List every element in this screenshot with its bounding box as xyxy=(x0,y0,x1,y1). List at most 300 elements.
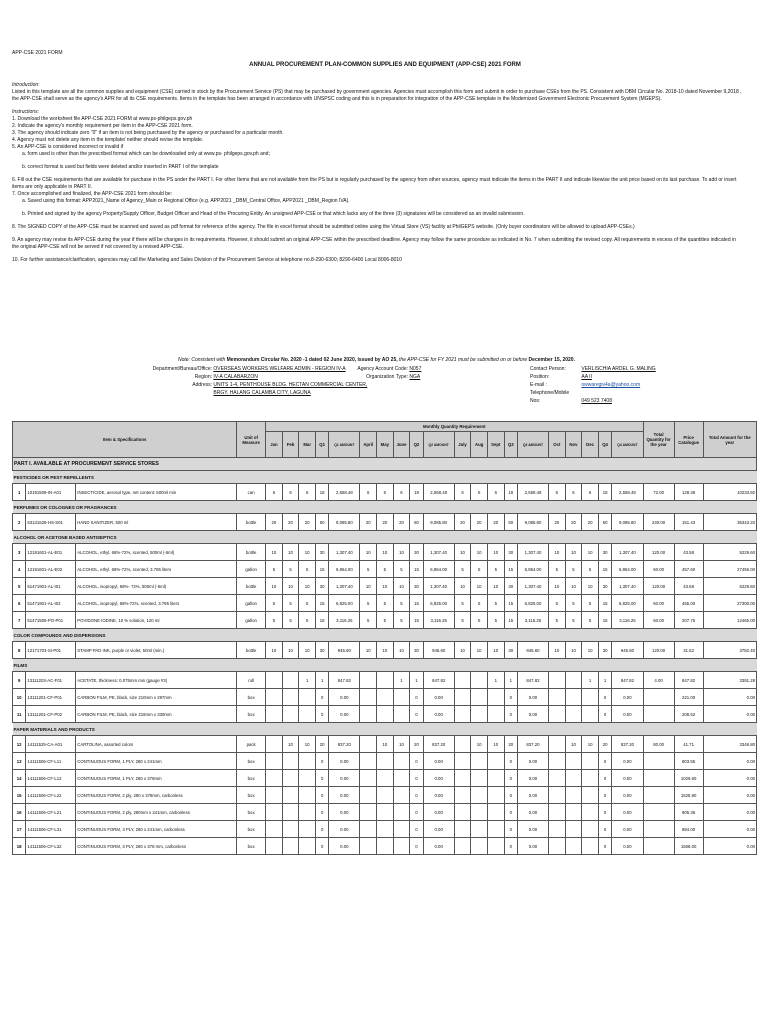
monthly-qty-cell[interactable] xyxy=(549,787,566,804)
monthly-qty-cell[interactable] xyxy=(471,804,488,821)
monthly-qty-cell[interactable]: 10 xyxy=(282,578,299,595)
monthly-qty-cell[interactable] xyxy=(282,804,299,821)
monthly-qty-cell[interactable]: 0 xyxy=(316,689,329,706)
monthly-qty-cell[interactable] xyxy=(282,787,299,804)
monthly-qty-cell[interactable] xyxy=(282,689,299,706)
monthly-qty-cell[interactable]: 5 xyxy=(471,612,488,629)
monthly-qty-cell[interactable] xyxy=(487,770,504,787)
monthly-qty-cell[interactable]: 1 xyxy=(393,672,410,689)
monthly-qty-cell[interactable] xyxy=(393,787,410,804)
monthly-qty-cell[interactable]: 0.00 xyxy=(329,706,360,723)
monthly-qty-cell[interactable] xyxy=(377,821,394,838)
monthly-qty-cell[interactable]: 1 xyxy=(299,672,316,689)
monthly-qty-cell[interactable]: 20 xyxy=(582,514,599,531)
monthly-qty-cell[interactable] xyxy=(282,838,299,855)
monthly-qty-cell[interactable]: 1,307.40 xyxy=(517,544,548,561)
monthly-qty-cell[interactable]: 0.00 xyxy=(423,821,454,838)
monthly-qty-cell[interactable]: 0.00 xyxy=(612,770,643,787)
monthly-qty-cell[interactable]: 30 xyxy=(598,544,611,561)
monthly-qty-cell[interactable]: 10 xyxy=(266,544,283,561)
monthly-qty-cell[interactable]: 60 xyxy=(598,514,611,531)
monthly-qty-cell[interactable] xyxy=(266,672,283,689)
monthly-qty-cell[interactable]: 15 xyxy=(410,595,423,612)
monthly-qty-cell[interactable] xyxy=(549,736,566,753)
monthly-qty-cell[interactable]: 6,864.00 xyxy=(423,561,454,578)
monthly-qty-cell[interactable] xyxy=(360,736,377,753)
monthly-qty-cell[interactable]: 6,825.00 xyxy=(517,595,548,612)
monthly-qty-cell[interactable]: 10 xyxy=(487,578,504,595)
monthly-qty-cell[interactable]: 1,307.40 xyxy=(612,544,643,561)
monthly-qty-cell[interactable]: 30 xyxy=(316,544,329,561)
monthly-qty-cell[interactable]: 6 xyxy=(393,484,410,501)
monthly-qty-cell[interactable]: 1 xyxy=(316,672,329,689)
monthly-qty-cell[interactable]: 0.00 xyxy=(612,838,643,855)
monthly-qty-cell[interactable]: 15 xyxy=(410,612,423,629)
monthly-qty-cell[interactable] xyxy=(266,821,283,838)
monthly-qty-cell[interactable]: 30 xyxy=(598,642,611,659)
monthly-qty-cell[interactable]: 5 xyxy=(454,595,471,612)
monthly-qty-cell[interactable] xyxy=(360,689,377,706)
monthly-qty-cell[interactable]: 60 xyxy=(316,514,329,531)
monthly-qty-cell[interactable]: 6 xyxy=(487,484,504,501)
monthly-qty-cell[interactable]: 0 xyxy=(316,770,329,787)
monthly-qty-cell[interactable]: 6 xyxy=(454,484,471,501)
monthly-qty-cell[interactable]: 10 xyxy=(582,736,599,753)
monthly-qty-cell[interactable]: 10 xyxy=(282,736,299,753)
monthly-qty-cell[interactable] xyxy=(582,821,599,838)
monthly-qty-cell[interactable]: 10 xyxy=(360,642,377,659)
monthly-qty-cell[interactable]: 0 xyxy=(410,804,423,821)
monthly-qty-cell[interactable]: 0 xyxy=(504,753,517,770)
monthly-qty-cell[interactable] xyxy=(565,689,582,706)
monthly-qty-cell[interactable]: 10 xyxy=(393,736,410,753)
monthly-qty-cell[interactable]: 10 xyxy=(377,544,394,561)
monthly-qty-cell[interactable]: 6 xyxy=(266,484,283,501)
monthly-qty-cell[interactable]: 3,116.25 xyxy=(612,612,643,629)
monthly-qty-cell[interactable]: 5 xyxy=(282,561,299,578)
monthly-qty-cell[interactable] xyxy=(582,706,599,723)
monthly-qty-cell[interactable]: 0.00 xyxy=(329,787,360,804)
monthly-qty-cell[interactable]: 1 xyxy=(504,672,517,689)
monthly-qty-cell[interactable] xyxy=(565,672,582,689)
monthly-qty-cell[interactable] xyxy=(393,838,410,855)
monthly-qty-cell[interactable]: 10 xyxy=(487,736,504,753)
monthly-qty-cell[interactable] xyxy=(393,804,410,821)
monthly-qty-cell[interactable]: 30 xyxy=(316,578,329,595)
monthly-qty-cell[interactable]: 0 xyxy=(410,689,423,706)
monthly-qty-cell[interactable] xyxy=(299,821,316,838)
monthly-qty-cell[interactable]: 3,116.25 xyxy=(517,612,548,629)
monthly-qty-cell[interactable]: 15 xyxy=(598,595,611,612)
monthly-qty-cell[interactable] xyxy=(487,753,504,770)
monthly-qty-cell[interactable]: 0.00 xyxy=(329,753,360,770)
monthly-qty-cell[interactable]: 20 xyxy=(393,514,410,531)
monthly-qty-cell[interactable]: 10 xyxy=(582,544,599,561)
monthly-qty-cell[interactable]: 945.60 xyxy=(329,642,360,659)
monthly-qty-cell[interactable] xyxy=(582,787,599,804)
monthly-qty-cell[interactable] xyxy=(299,706,316,723)
monthly-qty-cell[interactable]: 20 xyxy=(299,514,316,531)
monthly-qty-cell[interactable]: 10 xyxy=(393,578,410,595)
monthly-qty-cell[interactable]: 5 xyxy=(582,595,599,612)
monthly-qty-cell[interactable] xyxy=(454,753,471,770)
monthly-qty-cell[interactable]: 9,085.80 xyxy=(423,514,454,531)
monthly-qty-cell[interactable]: 0 xyxy=(504,706,517,723)
monthly-qty-cell[interactable] xyxy=(377,787,394,804)
monthly-qty-cell[interactable]: 0.00 xyxy=(517,689,548,706)
monthly-qty-cell[interactable]: 0.00 xyxy=(612,787,643,804)
monthly-qty-cell[interactable]: 6 xyxy=(549,484,566,501)
monthly-qty-cell[interactable]: 20 xyxy=(316,736,329,753)
monthly-qty-cell[interactable]: 0.00 xyxy=(517,706,548,723)
monthly-qty-cell[interactable]: 10 xyxy=(377,736,394,753)
monthly-qty-cell[interactable]: 2,558.48 xyxy=(612,484,643,501)
monthly-qty-cell[interactable]: 2,558.48 xyxy=(517,484,548,501)
monthly-qty-cell[interactable]: 847.82 xyxy=(612,672,643,689)
monthly-qty-cell[interactable]: 10 xyxy=(266,642,283,659)
monthly-qty-cell[interactable]: 15 xyxy=(316,612,329,629)
monthly-qty-cell[interactable]: 0.00 xyxy=(517,804,548,821)
monthly-qty-cell[interactable] xyxy=(377,770,394,787)
monthly-qty-cell[interactable]: 10 xyxy=(282,544,299,561)
monthly-qty-cell[interactable]: 0 xyxy=(598,821,611,838)
monthly-qty-cell[interactable]: 5 xyxy=(582,612,599,629)
monthly-qty-cell[interactable]: 18 xyxy=(598,484,611,501)
monthly-qty-cell[interactable]: 10 xyxy=(549,642,566,659)
monthly-qty-cell[interactable] xyxy=(393,770,410,787)
monthly-qty-cell[interactable]: 20 xyxy=(360,514,377,531)
monthly-qty-cell[interactable]: 10 xyxy=(360,544,377,561)
monthly-qty-cell[interactable]: 5 xyxy=(299,612,316,629)
monthly-qty-cell[interactable]: 0.00 xyxy=(329,804,360,821)
monthly-qty-cell[interactable] xyxy=(549,672,566,689)
monthly-qty-cell[interactable] xyxy=(582,770,599,787)
monthly-qty-cell[interactable]: 847.82 xyxy=(423,672,454,689)
monthly-qty-cell[interactable] xyxy=(299,787,316,804)
monthly-qty-cell[interactable]: 5 xyxy=(393,595,410,612)
monthly-qty-cell[interactable]: 5 xyxy=(377,595,394,612)
monthly-qty-cell[interactable]: 5 xyxy=(266,561,283,578)
monthly-qty-cell[interactable]: 0.00 xyxy=(329,821,360,838)
monthly-qty-cell[interactable] xyxy=(487,787,504,804)
monthly-qty-cell[interactable]: 10 xyxy=(565,642,582,659)
monthly-qty-cell[interactable]: 6,864.00 xyxy=(517,561,548,578)
monthly-qty-cell[interactable] xyxy=(471,753,488,770)
monthly-qty-cell[interactable]: 10 xyxy=(266,578,283,595)
monthly-qty-cell[interactable] xyxy=(266,770,283,787)
monthly-qty-cell[interactable] xyxy=(360,804,377,821)
monthly-qty-cell[interactable] xyxy=(282,706,299,723)
monthly-qty-cell[interactable]: 2,558.48 xyxy=(329,484,360,501)
monthly-qty-cell[interactable]: 0.00 xyxy=(329,770,360,787)
monthly-qty-cell[interactable] xyxy=(282,770,299,787)
monthly-qty-cell[interactable] xyxy=(454,838,471,855)
monthly-qty-cell[interactable]: 10 xyxy=(471,544,488,561)
monthly-qty-cell[interactable]: 10 xyxy=(487,544,504,561)
monthly-qty-cell[interactable] xyxy=(549,804,566,821)
monthly-qty-cell[interactable] xyxy=(266,706,283,723)
monthly-qty-cell[interactable] xyxy=(549,706,566,723)
monthly-qty-cell[interactable]: 837.20 xyxy=(517,736,548,753)
monthly-qty-cell[interactable]: 2,558.48 xyxy=(423,484,454,501)
monthly-qty-cell[interactable]: 5 xyxy=(282,612,299,629)
monthly-qty-cell[interactable] xyxy=(471,821,488,838)
monthly-qty-cell[interactable]: 10 xyxy=(549,578,566,595)
monthly-qty-cell[interactable]: 5 xyxy=(360,561,377,578)
monthly-qty-cell[interactable] xyxy=(393,821,410,838)
monthly-qty-cell[interactable] xyxy=(360,753,377,770)
monthly-qty-cell[interactable]: 10 xyxy=(565,736,582,753)
monthly-qty-cell[interactable] xyxy=(377,753,394,770)
monthly-qty-cell[interactable]: 0 xyxy=(504,838,517,855)
monthly-qty-cell[interactable] xyxy=(582,689,599,706)
monthly-qty-cell[interactable]: 15 xyxy=(410,561,423,578)
monthly-qty-cell[interactable]: 10 xyxy=(454,544,471,561)
monthly-qty-cell[interactable]: 30 xyxy=(316,642,329,659)
monthly-qty-cell[interactable]: 10 xyxy=(582,642,599,659)
monthly-qty-cell[interactable] xyxy=(454,804,471,821)
monthly-qty-cell[interactable]: 1,307.40 xyxy=(423,578,454,595)
monthly-qty-cell[interactable]: 10 xyxy=(565,578,582,595)
monthly-qty-cell[interactable] xyxy=(377,689,394,706)
monthly-qty-cell[interactable] xyxy=(360,821,377,838)
monthly-qty-cell[interactable]: 0 xyxy=(504,821,517,838)
monthly-qty-cell[interactable] xyxy=(582,838,599,855)
monthly-qty-cell[interactable] xyxy=(565,770,582,787)
monthly-qty-cell[interactable]: 945.60 xyxy=(612,642,643,659)
monthly-qty-cell[interactable]: 10 xyxy=(471,578,488,595)
monthly-qty-cell[interactable]: 9,085.80 xyxy=(612,514,643,531)
monthly-qty-cell[interactable]: 10 xyxy=(454,642,471,659)
email-link[interactable]: owwaregiv4a@yahoo.com xyxy=(581,382,641,388)
monthly-qty-cell[interactable]: 30 xyxy=(410,544,423,561)
monthly-qty-cell[interactable]: 0 xyxy=(316,753,329,770)
monthly-qty-cell[interactable]: 1 xyxy=(410,672,423,689)
monthly-qty-cell[interactable]: 6,825.00 xyxy=(612,595,643,612)
monthly-qty-cell[interactable]: 0 xyxy=(504,689,517,706)
monthly-qty-cell[interactable]: 0 xyxy=(598,838,611,855)
monthly-qty-cell[interactable]: 20 xyxy=(487,514,504,531)
monthly-qty-cell[interactable] xyxy=(299,804,316,821)
monthly-qty-cell[interactable] xyxy=(582,753,599,770)
monthly-qty-cell[interactable]: 0 xyxy=(410,838,423,855)
monthly-qty-cell[interactable]: 1,307.40 xyxy=(329,578,360,595)
monthly-qty-cell[interactable]: 18 xyxy=(316,484,329,501)
monthly-qty-cell[interactable] xyxy=(266,689,283,706)
monthly-qty-cell[interactable] xyxy=(299,689,316,706)
monthly-qty-cell[interactable]: 10 xyxy=(393,544,410,561)
monthly-qty-cell[interactable]: 837.20 xyxy=(329,736,360,753)
monthly-qty-cell[interactable] xyxy=(454,821,471,838)
monthly-qty-cell[interactable]: 0.00 xyxy=(612,689,643,706)
monthly-qty-cell[interactable] xyxy=(360,770,377,787)
monthly-qty-cell[interactable]: 5 xyxy=(360,595,377,612)
monthly-qty-cell[interactable] xyxy=(454,689,471,706)
monthly-qty-cell[interactable]: 20 xyxy=(549,514,566,531)
monthly-qty-cell[interactable]: 1 xyxy=(487,672,504,689)
monthly-qty-cell[interactable] xyxy=(377,672,394,689)
monthly-qty-cell[interactable]: 15 xyxy=(504,612,517,629)
monthly-qty-cell[interactable]: 1,307.40 xyxy=(329,544,360,561)
monthly-qty-cell[interactable]: 6 xyxy=(565,484,582,501)
monthly-qty-cell[interactable]: 5 xyxy=(454,561,471,578)
monthly-qty-cell[interactable]: 0 xyxy=(316,804,329,821)
monthly-qty-cell[interactable]: 0 xyxy=(598,804,611,821)
monthly-qty-cell[interactable]: 20 xyxy=(504,736,517,753)
monthly-qty-cell[interactable]: 5 xyxy=(266,612,283,629)
monthly-qty-cell[interactable]: 6 xyxy=(377,484,394,501)
monthly-qty-cell[interactable]: 5 xyxy=(360,612,377,629)
monthly-qty-cell[interactable] xyxy=(471,838,488,855)
monthly-qty-cell[interactable] xyxy=(393,753,410,770)
monthly-qty-cell[interactable]: 9,085.80 xyxy=(329,514,360,531)
monthly-qty-cell[interactable]: 6,864.00 xyxy=(612,561,643,578)
monthly-qty-cell[interactable] xyxy=(471,689,488,706)
monthly-qty-cell[interactable]: 20 xyxy=(410,736,423,753)
monthly-qty-cell[interactable] xyxy=(471,770,488,787)
monthly-qty-cell[interactable]: 5 xyxy=(377,561,394,578)
monthly-qty-cell[interactable]: 0 xyxy=(410,787,423,804)
monthly-qty-cell[interactable] xyxy=(266,753,283,770)
monthly-qty-cell[interactable] xyxy=(266,787,283,804)
monthly-qty-cell[interactable]: 20 xyxy=(266,514,283,531)
monthly-qty-cell[interactable]: 10 xyxy=(299,544,316,561)
monthly-qty-cell[interactable]: 847.82 xyxy=(329,672,360,689)
monthly-qty-cell[interactable]: 20 xyxy=(282,514,299,531)
monthly-qty-cell[interactable]: 15 xyxy=(316,561,329,578)
monthly-qty-cell[interactable]: 0 xyxy=(410,706,423,723)
monthly-qty-cell[interactable]: 0 xyxy=(598,753,611,770)
monthly-qty-cell[interactable]: 5 xyxy=(393,612,410,629)
monthly-qty-cell[interactable]: 0 xyxy=(598,689,611,706)
monthly-qty-cell[interactable]: 0.00 xyxy=(517,838,548,855)
monthly-qty-cell[interactable]: 5 xyxy=(282,595,299,612)
monthly-qty-cell[interactable]: 10 xyxy=(282,642,299,659)
monthly-qty-cell[interactable]: 0 xyxy=(410,821,423,838)
monthly-qty-cell[interactable]: 0 xyxy=(504,787,517,804)
monthly-qty-cell[interactable]: 5 xyxy=(393,561,410,578)
monthly-qty-cell[interactable]: 15 xyxy=(598,612,611,629)
monthly-qty-cell[interactable]: 0.00 xyxy=(517,821,548,838)
monthly-qty-cell[interactable]: 10 xyxy=(471,736,488,753)
monthly-qty-cell[interactable]: 0.00 xyxy=(329,689,360,706)
monthly-qty-cell[interactable]: 0.00 xyxy=(423,787,454,804)
monthly-qty-cell[interactable]: 0.00 xyxy=(423,770,454,787)
monthly-qty-cell[interactable]: 0.00 xyxy=(423,838,454,855)
monthly-qty-cell[interactable] xyxy=(266,804,283,821)
monthly-qty-cell[interactable]: 10 xyxy=(549,544,566,561)
monthly-qty-cell[interactable]: 10 xyxy=(377,642,394,659)
monthly-qty-cell[interactable]: 10 xyxy=(377,578,394,595)
monthly-qty-cell[interactable]: 0 xyxy=(410,753,423,770)
monthly-qty-cell[interactable]: 837.20 xyxy=(423,736,454,753)
monthly-qty-cell[interactable]: 0 xyxy=(316,787,329,804)
monthly-qty-cell[interactable]: 15 xyxy=(504,595,517,612)
monthly-qty-cell[interactable] xyxy=(377,838,394,855)
monthly-qty-cell[interactable]: 5 xyxy=(471,561,488,578)
monthly-qty-cell[interactable] xyxy=(266,736,283,753)
monthly-qty-cell[interactable] xyxy=(471,706,488,723)
monthly-qty-cell[interactable]: 10 xyxy=(299,578,316,595)
monthly-qty-cell[interactable]: 0 xyxy=(504,770,517,787)
monthly-qty-cell[interactable]: 6,825.00 xyxy=(423,595,454,612)
monthly-qty-cell[interactable]: 837.20 xyxy=(612,736,643,753)
monthly-qty-cell[interactable] xyxy=(549,838,566,855)
monthly-qty-cell[interactable]: 945.60 xyxy=(517,642,548,659)
monthly-qty-cell[interactable]: 10 xyxy=(299,642,316,659)
monthly-qty-cell[interactable]: 30 xyxy=(504,642,517,659)
monthly-qty-cell[interactable]: 10 xyxy=(360,578,377,595)
monthly-qty-cell[interactable] xyxy=(565,787,582,804)
monthly-qty-cell[interactable] xyxy=(360,672,377,689)
monthly-qty-cell[interactable]: 1,307.40 xyxy=(517,578,548,595)
monthly-qty-cell[interactable] xyxy=(487,689,504,706)
monthly-qty-cell[interactable]: 847.82 xyxy=(517,672,548,689)
monthly-qty-cell[interactable]: 6 xyxy=(582,484,599,501)
monthly-qty-cell[interactable]: 5 xyxy=(454,612,471,629)
monthly-qty-cell[interactable]: 0 xyxy=(598,706,611,723)
monthly-qty-cell[interactable]: 5 xyxy=(582,561,599,578)
monthly-qty-cell[interactable]: 0 xyxy=(316,821,329,838)
monthly-qty-cell[interactable]: 3,116.25 xyxy=(423,612,454,629)
monthly-qty-cell[interactable]: 18 xyxy=(504,484,517,501)
monthly-qty-cell[interactable]: 1,307.40 xyxy=(612,578,643,595)
monthly-qty-cell[interactable] xyxy=(549,821,566,838)
monthly-qty-cell[interactable] xyxy=(454,672,471,689)
monthly-qty-cell[interactable]: 0.00 xyxy=(423,706,454,723)
monthly-qty-cell[interactable] xyxy=(582,804,599,821)
monthly-qty-cell[interactable] xyxy=(471,672,488,689)
monthly-qty-cell[interactable]: 0 xyxy=(316,838,329,855)
monthly-qty-cell[interactable]: 0 xyxy=(598,787,611,804)
monthly-qty-cell[interactable] xyxy=(454,787,471,804)
monthly-qty-cell[interactable] xyxy=(360,838,377,855)
monthly-qty-cell[interactable]: 5 xyxy=(471,595,488,612)
monthly-qty-cell[interactable] xyxy=(393,689,410,706)
monthly-qty-cell[interactable]: 0 xyxy=(316,706,329,723)
monthly-qty-cell[interactable]: 5 xyxy=(549,612,566,629)
monthly-qty-cell[interactable]: 6,864.00 xyxy=(329,561,360,578)
monthly-qty-cell[interactable] xyxy=(487,706,504,723)
monthly-qty-cell[interactable]: 30 xyxy=(410,642,423,659)
monthly-qty-cell[interactable] xyxy=(487,821,504,838)
monthly-qty-cell[interactable]: 10 xyxy=(299,736,316,753)
monthly-qty-cell[interactable]: 20 xyxy=(598,736,611,753)
monthly-qty-cell[interactable]: 10 xyxy=(454,578,471,595)
monthly-qty-cell[interactable] xyxy=(299,753,316,770)
monthly-qty-cell[interactable]: 5 xyxy=(299,561,316,578)
monthly-qty-cell[interactable] xyxy=(377,804,394,821)
monthly-qty-cell[interactable]: 5 xyxy=(487,612,504,629)
monthly-qty-cell[interactable] xyxy=(360,787,377,804)
monthly-qty-cell[interactable]: 5 xyxy=(549,595,566,612)
monthly-qty-cell[interactable] xyxy=(487,838,504,855)
monthly-qty-cell[interactable]: 5 xyxy=(565,595,582,612)
monthly-qty-cell[interactable]: 20 xyxy=(454,514,471,531)
monthly-qty-cell[interactable]: 60 xyxy=(410,514,423,531)
monthly-qty-cell[interactable]: 30 xyxy=(504,578,517,595)
monthly-qty-cell[interactable]: 0.00 xyxy=(517,787,548,804)
monthly-qty-cell[interactable]: 10 xyxy=(565,544,582,561)
monthly-qty-cell[interactable]: 0 xyxy=(504,804,517,821)
monthly-qty-cell[interactable]: 30 xyxy=(504,544,517,561)
monthly-qty-cell[interactable] xyxy=(471,787,488,804)
monthly-qty-cell[interactable] xyxy=(565,838,582,855)
monthly-qty-cell[interactable]: 5 xyxy=(377,612,394,629)
monthly-qty-cell[interactable]: 5 xyxy=(266,595,283,612)
monthly-qty-cell[interactable]: 6 xyxy=(471,484,488,501)
monthly-qty-cell[interactable] xyxy=(282,821,299,838)
